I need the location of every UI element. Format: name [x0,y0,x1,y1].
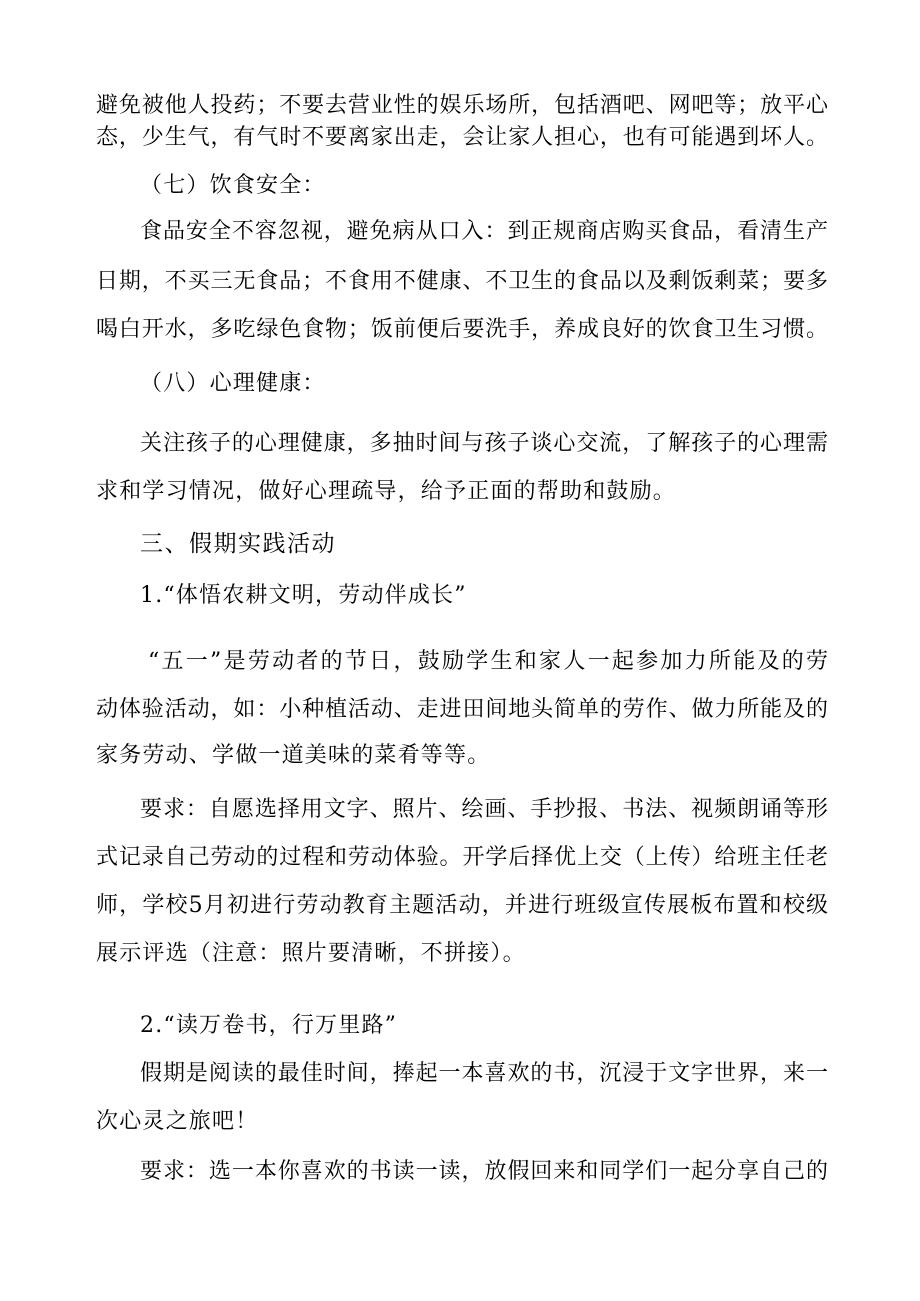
activity-1-intro-line-2: 动体验活动，如：小种植活动、走进田间地头简单的劳作、做力所能及的 [96,697,828,722]
activity-2-requirement-line-1: 要求：选一本你喜欢的书读一读，放假回来和同学们一起分享自己的 [140,1159,828,1184]
activity-2-title: 2.“读万卷书，行万里路” [140,1013,398,1038]
mental-health-line-2: 求和学习情况，做好心理疏导，给予正面的帮助和鼓励。 [96,479,677,504]
practice-section-heading: 三、假期实践活动 [140,531,336,557]
activity-2-intro-line-2: 次心灵之旅吧！ [96,1109,259,1134]
mental-health-line-1: 关注孩子的心理健康，多抽时间与孩子谈心交流，了解孩子的心理需 [140,431,828,456]
safety-line-2: 态，少生气，有气时不要离家出走，会让家人担心，也有可能遇到坏人。 [96,125,828,150]
activity-2-intro-line-1: 假期是阅读的最佳时间，捧起一本喜欢的书，沉浸于文字世界，来一 [140,1061,828,1086]
food-safety-line-1: 食品安全不容忽视，避免病从口入：到正规商店购买食品，看清生产 [140,219,828,244]
activity-1-title: 1.“体悟农耕文明，劳动伴成长” [140,583,467,608]
food-safety-line-2: 日期，不买三无食品；不食用不健康、不卫生的食品以及剩饭剩菜；要多 [96,269,828,294]
activity-1-requirement-line-4: 展示评选（注意：照片要清晰，不拼接）。 [96,941,526,966]
food-safety-heading: （七）饮食安全： [140,173,326,198]
activity-1-requirement-line-1: 要求：自愿选择用文字、照片、绘画、手抄报、书法、视频朗诵等形 [140,797,828,822]
food-safety-line-3: 喝白开水，多吃绿色食物；饭前便后要洗手，养成良好的饮食卫生习惯。 [96,317,828,342]
activity-1-intro-line-3: 家务劳动、学做一道美味的菜肴等等。 [96,743,491,768]
activity-1-intro-line-1: “五一”是劳动者的节日，鼓励学生和家人一起参加力所能及的劳 [148,649,828,674]
mental-health-heading: （八）心理健康： [140,371,326,396]
safety-line-1: 避免被他人投药；不要去营业性的娱乐场所，包括酒吧、网吧等；放平心 [96,93,828,118]
activity-1-requirement-line-2: 式记录自己劳动的过程和劳动体验。开学后择优上交（上传）给班主任老 [96,845,828,870]
activity-1-requirement-line-3: 师，学校5月初进行劳动教育主题活动，并进行班级宣传展板布置和校级 [96,893,828,918]
